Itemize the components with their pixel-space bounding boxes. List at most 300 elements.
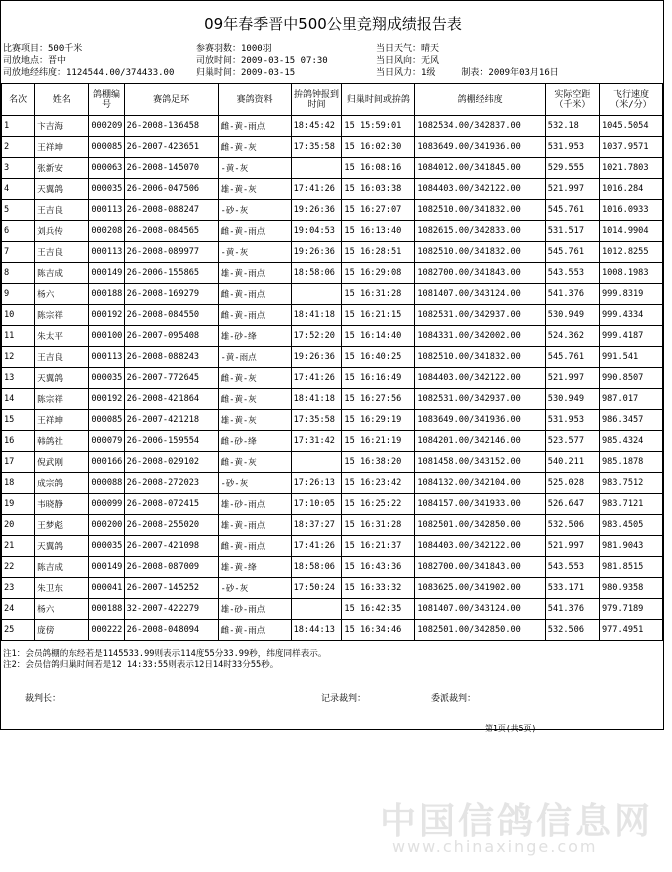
table-cell: 1084201.00/342146.00: [415, 431, 545, 452]
table-cell: 533.171: [545, 578, 599, 599]
table-row: [2, 620, 663, 641]
table-cell: 雌-砂-绛: [218, 431, 291, 452]
table-cell: 18:37:27: [291, 515, 342, 536]
table-cell: 1084331.00/342002.00: [415, 326, 545, 347]
table-cell: 15 16:29:19: [342, 410, 415, 431]
table-cell: 1016.0933: [599, 200, 662, 221]
return-time: 归巢时间：2009-03-15: [196, 68, 296, 78]
table-row: [2, 578, 663, 599]
table-cell: 17:41:26: [291, 536, 342, 557]
table-cell: 991.541: [599, 347, 662, 368]
table-cell: 15 16:21:15: [342, 305, 415, 326]
table-cell: 26-2008-169279: [124, 284, 218, 305]
table-cell: -黄-灰: [218, 158, 291, 179]
table-cell: 26-2007-772645: [124, 368, 218, 389]
release-time: 司放时间：2009-03-15 07:30: [196, 56, 328, 66]
table-cell: 4: [2, 179, 35, 200]
wind-direction: 当日风向：无风: [376, 56, 440, 66]
table-cell: 17:35:58: [291, 410, 342, 431]
table-cell: 521.997: [545, 368, 599, 389]
note-2: 注2：会员信鸽归巢时间若是12 14:33:55则表示12日14时33分55秒。: [3, 660, 279, 670]
table-cell: 543.553: [545, 263, 599, 284]
table-cell: 526.647: [545, 494, 599, 515]
table-cell: 雌-黄-灰: [218, 368, 291, 389]
table-cell: 14: [2, 389, 35, 410]
table-cell: 15 16:23:42: [342, 473, 415, 494]
table-cell: 7: [2, 242, 35, 263]
table-cell: 19:26:36: [291, 200, 342, 221]
table-cell: 985.1878: [599, 452, 662, 473]
table-cell: 3: [2, 158, 35, 179]
table-cell: 18:58:06: [291, 557, 342, 578]
table-cell: 531.953: [545, 137, 599, 158]
table-cell: 981.8515: [599, 557, 662, 578]
column-header: 姓名: [35, 84, 89, 116]
table-cell: 12: [2, 347, 35, 368]
table-cell: 雌-黄-灰: [218, 452, 291, 473]
table-cell: 15 16:14:40: [342, 326, 415, 347]
table-cell: 1083649.00/341936.00: [415, 137, 545, 158]
table-cell: 26-2007-421218: [124, 410, 218, 431]
table-cell: [291, 599, 342, 620]
table-cell: 15 16:16:49: [342, 368, 415, 389]
info-middle: [196, 43, 328, 79]
results-table: [1, 83, 663, 641]
table-cell: 雄-黄-雨点: [218, 263, 291, 284]
table-row: [2, 242, 663, 263]
table-cell: 999.4187: [599, 326, 662, 347]
table-cell: 18:41:18: [291, 389, 342, 410]
table-cell: 26-2008-255020: [124, 515, 218, 536]
table-cell: 19:26:36: [291, 242, 342, 263]
table-cell: 000113: [89, 200, 124, 221]
table-cell: -黄-雨点: [218, 347, 291, 368]
info-left: [3, 43, 174, 79]
table-cell: 16: [2, 431, 35, 452]
table-cell: 雌-黄-雨点: [218, 305, 291, 326]
table-cell: 雌-黄-雨点: [218, 221, 291, 242]
column-header: 赛鸽资料: [218, 84, 291, 116]
table-cell: 1083649.00/341936.00: [415, 410, 545, 431]
table-cell: 1084403.00/342122.00: [415, 536, 545, 557]
table-cell: 000188: [89, 284, 124, 305]
table-cell: 1083625.00/341902.00: [415, 578, 545, 599]
table-cell: 531.517: [545, 221, 599, 242]
table-cell: 26-2008-072415: [124, 494, 218, 515]
table-cell: 陈吉成: [35, 557, 89, 578]
release-place: 司放地点：晋中: [3, 56, 67, 66]
table-cell: 韩鸽社: [35, 431, 89, 452]
table-cell: 陈宗祥: [35, 305, 89, 326]
table-row: [2, 137, 663, 158]
table-cell: 1084132.00/342104.00: [415, 473, 545, 494]
table-cell: 15 16:33:32: [342, 578, 415, 599]
table-cell: 1082510.00/341832.00: [415, 200, 545, 221]
table-cell: 1084012.00/341845.00: [415, 158, 545, 179]
table-cell: 王祥坤: [35, 137, 89, 158]
table-row: [2, 305, 663, 326]
table-cell: 525.028: [545, 473, 599, 494]
table-cell: 18:58:06: [291, 263, 342, 284]
table-cell: 13: [2, 368, 35, 389]
table-cell: 王吉良: [35, 242, 89, 263]
column-header: 归巢时间或拚鸽: [342, 84, 415, 116]
table-cell: 000100: [89, 326, 124, 347]
table-cell: 000192: [89, 305, 124, 326]
table-cell: 532.506: [545, 620, 599, 641]
table-cell: 524.362: [545, 326, 599, 347]
table-cell: 23: [2, 578, 35, 599]
table-cell: 19: [2, 494, 35, 515]
table-cell: 523.577: [545, 431, 599, 452]
table-cell: 1: [2, 116, 35, 137]
table-cell: 000063: [89, 158, 124, 179]
table-cell: 532.506: [545, 515, 599, 536]
table-cell: 1082534.00/342837.00: [415, 116, 545, 137]
table-cell: 26-2008-087009: [124, 557, 218, 578]
table-cell: 17: [2, 452, 35, 473]
table-cell: 1045.5054: [599, 116, 662, 137]
table-cell: -砂-灰: [218, 473, 291, 494]
table-cell: 19:04:53: [291, 221, 342, 242]
table-cell: 531.953: [545, 410, 599, 431]
table-cell: 18:44:13: [291, 620, 342, 641]
table-cell: 15 16:13:40: [342, 221, 415, 242]
table-cell: 17:35:58: [291, 137, 342, 158]
table-cell: [291, 158, 342, 179]
table-cell: 张新安: [35, 158, 89, 179]
table-cell: 20: [2, 515, 35, 536]
table-header-row: [2, 84, 663, 116]
made-date: 制表：2009年03月16日: [461, 68, 559, 78]
column-header: 拚鸽钟报到时间: [291, 84, 342, 116]
table-cell: 26-2008-421864: [124, 389, 218, 410]
table-cell: 17:41:26: [291, 179, 342, 200]
table-cell: 521.997: [545, 536, 599, 557]
table-cell: 倪武刚: [35, 452, 89, 473]
table-row: [2, 326, 663, 347]
table-cell: 6: [2, 221, 35, 242]
table-cell: 000079: [89, 431, 124, 452]
table-cell: 000188: [89, 599, 124, 620]
table-cell: 26-2007-145252: [124, 578, 218, 599]
table-cell: 530.949: [545, 389, 599, 410]
table-cell: 1084403.00/342122.00: [415, 179, 545, 200]
table-cell: 15 16:42:35: [342, 599, 415, 620]
table-cell: 986.3457: [599, 410, 662, 431]
table-cell: 26-2007-095408: [124, 326, 218, 347]
table-cell: 000085: [89, 410, 124, 431]
table-cell: 000192: [89, 389, 124, 410]
table-row: [2, 368, 663, 389]
table-cell: 000035: [89, 179, 124, 200]
table-cell: 15 15:59:01: [342, 116, 415, 137]
wind-force-text: 当日风力：1级: [376, 68, 436, 78]
table-cell: 雄-黄-雨点: [218, 515, 291, 536]
table-cell: 1021.7803: [599, 158, 662, 179]
table-cell: 9: [2, 284, 35, 305]
table-cell: 530.949: [545, 305, 599, 326]
report-title: 09年春季晋中500公里竞翔成绩报告表: [204, 15, 462, 33]
table-row: [2, 452, 663, 473]
table-cell: 2: [2, 137, 35, 158]
table-cell: 15 16:40:25: [342, 347, 415, 368]
table-cell: -黄-灰: [218, 242, 291, 263]
table-cell: 陈吉成: [35, 263, 89, 284]
table-cell: 999.8319: [599, 284, 662, 305]
table-row: [2, 158, 663, 179]
table-cell: 000088: [89, 473, 124, 494]
table-row: [2, 200, 663, 221]
note-1: 注1：会员鸽棚的东经若是1145533.99则表示114度55分33.99秒，纬度同样表示。: [3, 649, 327, 659]
column-header: 鸽棚经纬度: [415, 84, 545, 116]
table-row: [2, 473, 663, 494]
table-row: [2, 221, 663, 242]
table-cell: 17:31:42: [291, 431, 342, 452]
table-cell: 1037.9571: [599, 137, 662, 158]
table-cell: 15 16:21:19: [342, 431, 415, 452]
table-cell: 981.9043: [599, 536, 662, 557]
table-cell: 22: [2, 557, 35, 578]
table-cell: 26-2008-136458: [124, 116, 218, 137]
table-cell: 000149: [89, 557, 124, 578]
table-cell: 25: [2, 620, 35, 641]
table-cell: 21: [2, 536, 35, 557]
weather: 当日天气：晴天: [376, 44, 440, 54]
table-cell: 545.761: [545, 242, 599, 263]
table-cell: 庞傍: [35, 620, 89, 641]
table-cell: 陈宗祥: [35, 389, 89, 410]
table-cell: 977.4951: [599, 620, 662, 641]
table-cell: 1082501.00/342850.00: [415, 620, 545, 641]
table-cell: 532.18: [545, 116, 599, 137]
table-cell: 000099: [89, 494, 124, 515]
table-cell: -砂-灰: [218, 200, 291, 221]
table-cell: 雌-黄-灰: [218, 137, 291, 158]
table-cell: 000149: [89, 263, 124, 284]
table-cell: 000113: [89, 242, 124, 263]
table-cell: 983.7121: [599, 494, 662, 515]
table-cell: -砂-灰: [218, 578, 291, 599]
table-cell: 雌-黄-雨点: [218, 620, 291, 641]
table-cell: 26-2008-029102: [124, 452, 218, 473]
table-cell: 1082700.00/341843.00: [415, 557, 545, 578]
table-cell: 1081458.00/343152.00: [415, 452, 545, 473]
table-cell: 1081407.00/343124.00: [415, 599, 545, 620]
table-cell: 1081407.00/343124.00: [415, 284, 545, 305]
table-cell: 1082501.00/342850.00: [415, 515, 545, 536]
table-cell: 26-2008-089977: [124, 242, 218, 263]
table-cell: 15 16:31:28: [342, 284, 415, 305]
table-cell: 朱卫东: [35, 578, 89, 599]
table-row: [2, 347, 663, 368]
table-cell: 000222: [89, 620, 124, 641]
table-cell: 000085: [89, 137, 124, 158]
table-cell: 卞吉海: [35, 116, 89, 137]
table-cell: 26-2008-084550: [124, 305, 218, 326]
race-item: 比赛项目：500千米: [3, 44, 83, 54]
table-cell: 26-2008-088247: [124, 200, 218, 221]
table-cell: 000113: [89, 347, 124, 368]
table-cell: 999.4334: [599, 305, 662, 326]
table-cell: 990.8507: [599, 368, 662, 389]
table-row: [2, 116, 663, 137]
table-cell: 杨六: [35, 599, 89, 620]
table-cell: 王祥坤: [35, 410, 89, 431]
table-cell: 雌-黄-雨点: [218, 116, 291, 137]
table-cell: 雌-黄-灰: [218, 389, 291, 410]
table-cell: 天翼鸽: [35, 179, 89, 200]
table-cell: 15 16:27:56: [342, 389, 415, 410]
table-cell: 1012.8255: [599, 242, 662, 263]
table-cell: 1082615.00/342833.00: [415, 221, 545, 242]
table-cell: 15 16:43:36: [342, 557, 415, 578]
committee-signature-label: 委派裁判：: [431, 694, 477, 704]
table-cell: 15 16:02:30: [342, 137, 415, 158]
table-cell: 26-2006-155865: [124, 263, 218, 284]
table-cell: 26-2008-088243: [124, 347, 218, 368]
table-cell: 26-2008-272023: [124, 473, 218, 494]
table-cell: 15 16:38:20: [342, 452, 415, 473]
table-cell: 18:45:42: [291, 116, 342, 137]
table-cell: 18:41:18: [291, 305, 342, 326]
table-cell: 545.761: [545, 347, 599, 368]
table-cell: 王吉良: [35, 200, 89, 221]
table-cell: 15 16:21:37: [342, 536, 415, 557]
table-cell: 521.997: [545, 179, 599, 200]
table-cell: 541.376: [545, 599, 599, 620]
table-cell: 1084403.00/342122.00: [415, 368, 545, 389]
table-cell: 1082510.00/341832.00: [415, 347, 545, 368]
table-cell: 8: [2, 263, 35, 284]
table-row: [2, 536, 663, 557]
table-cell: 26-2008-048094: [124, 620, 218, 641]
table-row: [2, 557, 663, 578]
table-cell: 1082531.00/342937.00: [415, 389, 545, 410]
table-cell: 韦晓静: [35, 494, 89, 515]
table-cell: 雄-砂-雨点: [218, 494, 291, 515]
table-cell: 雄-砂-雨点: [218, 599, 291, 620]
notes: [3, 649, 327, 671]
table-row: [2, 389, 663, 410]
table-cell: 雌-黄-雨点: [218, 536, 291, 557]
table-cell: 15: [2, 410, 35, 431]
table-cell: 雄-黄-绛: [218, 557, 291, 578]
table-cell: 15 16:03:38: [342, 179, 415, 200]
table-cell: [291, 284, 342, 305]
referee-signature-label: 裁判长：: [25, 694, 62, 704]
table-cell: 刘兵传: [35, 221, 89, 242]
table-cell: 17:10:05: [291, 494, 342, 515]
table-row: [2, 284, 663, 305]
table-body: [2, 116, 663, 641]
watermark-logo-text: 中国信鸽信息网: [380, 801, 654, 842]
table-row: [2, 431, 663, 452]
table-cell: 15 16:31:28: [342, 515, 415, 536]
table-cell: 545.761: [545, 200, 599, 221]
table-row: [2, 494, 663, 515]
table-cell: 15 16:25:22: [342, 494, 415, 515]
column-header: 名次: [2, 84, 35, 116]
entries: 参赛羽数：1000羽: [196, 44, 272, 54]
info-right: [376, 43, 559, 79]
table-cell: 17:41:26: [291, 368, 342, 389]
table-cell: 983.7512: [599, 473, 662, 494]
table-cell: 王吉良: [35, 347, 89, 368]
wind-force: [376, 67, 559, 79]
table-cell: 17:26:13: [291, 473, 342, 494]
table-row: [2, 410, 663, 431]
table-cell: 18: [2, 473, 35, 494]
table-cell: 1082700.00/341843.00: [415, 263, 545, 284]
table-row: [2, 179, 663, 200]
table-cell: 1082510.00/341832.00: [415, 242, 545, 263]
table-cell: 000035: [89, 536, 124, 557]
table-cell: 529.555: [545, 158, 599, 179]
table-cell: 朱太平: [35, 326, 89, 347]
table-cell: 000208: [89, 221, 124, 242]
table-cell: 26-2007-423651: [124, 137, 218, 158]
table-cell: 26-2007-421098: [124, 536, 218, 557]
table-cell: 雄-砂-绛: [218, 326, 291, 347]
column-header: 赛鸽足环: [124, 84, 218, 116]
table-cell: 980.9358: [599, 578, 662, 599]
table-cell: 32-2007-422279: [124, 599, 218, 620]
table-cell: 26-2006-047506: [124, 179, 218, 200]
table-cell: 987.017: [599, 389, 662, 410]
table-cell: 雄-黄-灰: [218, 410, 291, 431]
table-cell: 雄-黄-灰: [218, 179, 291, 200]
table-cell: 985.4324: [599, 431, 662, 452]
watermark-url: www.chinaxinge.com: [392, 837, 598, 856]
table-cell: 17:52:20: [291, 326, 342, 347]
table-cell: 000166: [89, 452, 124, 473]
release-coords: 司放地经纬度：1124544.00/374433.00: [3, 68, 175, 78]
table-cell: 24: [2, 599, 35, 620]
table-cell: 26-2008-084565: [124, 221, 218, 242]
table-cell: 541.376: [545, 284, 599, 305]
table-cell: 983.4505: [599, 515, 662, 536]
table-cell: 15 16:34:46: [342, 620, 415, 641]
table-cell: 1084157.00/341933.00: [415, 494, 545, 515]
table-cell: 17:50:24: [291, 578, 342, 599]
table-cell: 26-2006-159554: [124, 431, 218, 452]
table-cell: 1008.1983: [599, 263, 662, 284]
table-cell: 000209: [89, 116, 124, 137]
table-cell: 15 16:08:16: [342, 158, 415, 179]
table-cell: 1014.9904: [599, 221, 662, 242]
table-cell: 杨六: [35, 284, 89, 305]
table-cell: 王梦彪: [35, 515, 89, 536]
table-cell: 15 16:28:51: [342, 242, 415, 263]
table-cell: 10: [2, 305, 35, 326]
column-header: 鸽棚编号: [89, 84, 124, 116]
table-cell: 543.553: [545, 557, 599, 578]
table-cell: 雌-黄-雨点: [218, 284, 291, 305]
table-cell: 11: [2, 326, 35, 347]
column-header: 飞行速度（米/分）: [599, 84, 662, 116]
table-cell: 1016.284: [599, 179, 662, 200]
table-cell: 000035: [89, 368, 124, 389]
table-cell: 26-2008-145070: [124, 158, 218, 179]
table-row: [2, 599, 663, 620]
table-cell: 000041: [89, 578, 124, 599]
column-header: 实际空距（千米）: [545, 84, 599, 116]
table-cell: 天翼鸽: [35, 536, 89, 557]
table-cell: 15 16:27:07: [342, 200, 415, 221]
table-cell: 15 16:29:08: [342, 263, 415, 284]
table-cell: 979.7189: [599, 599, 662, 620]
